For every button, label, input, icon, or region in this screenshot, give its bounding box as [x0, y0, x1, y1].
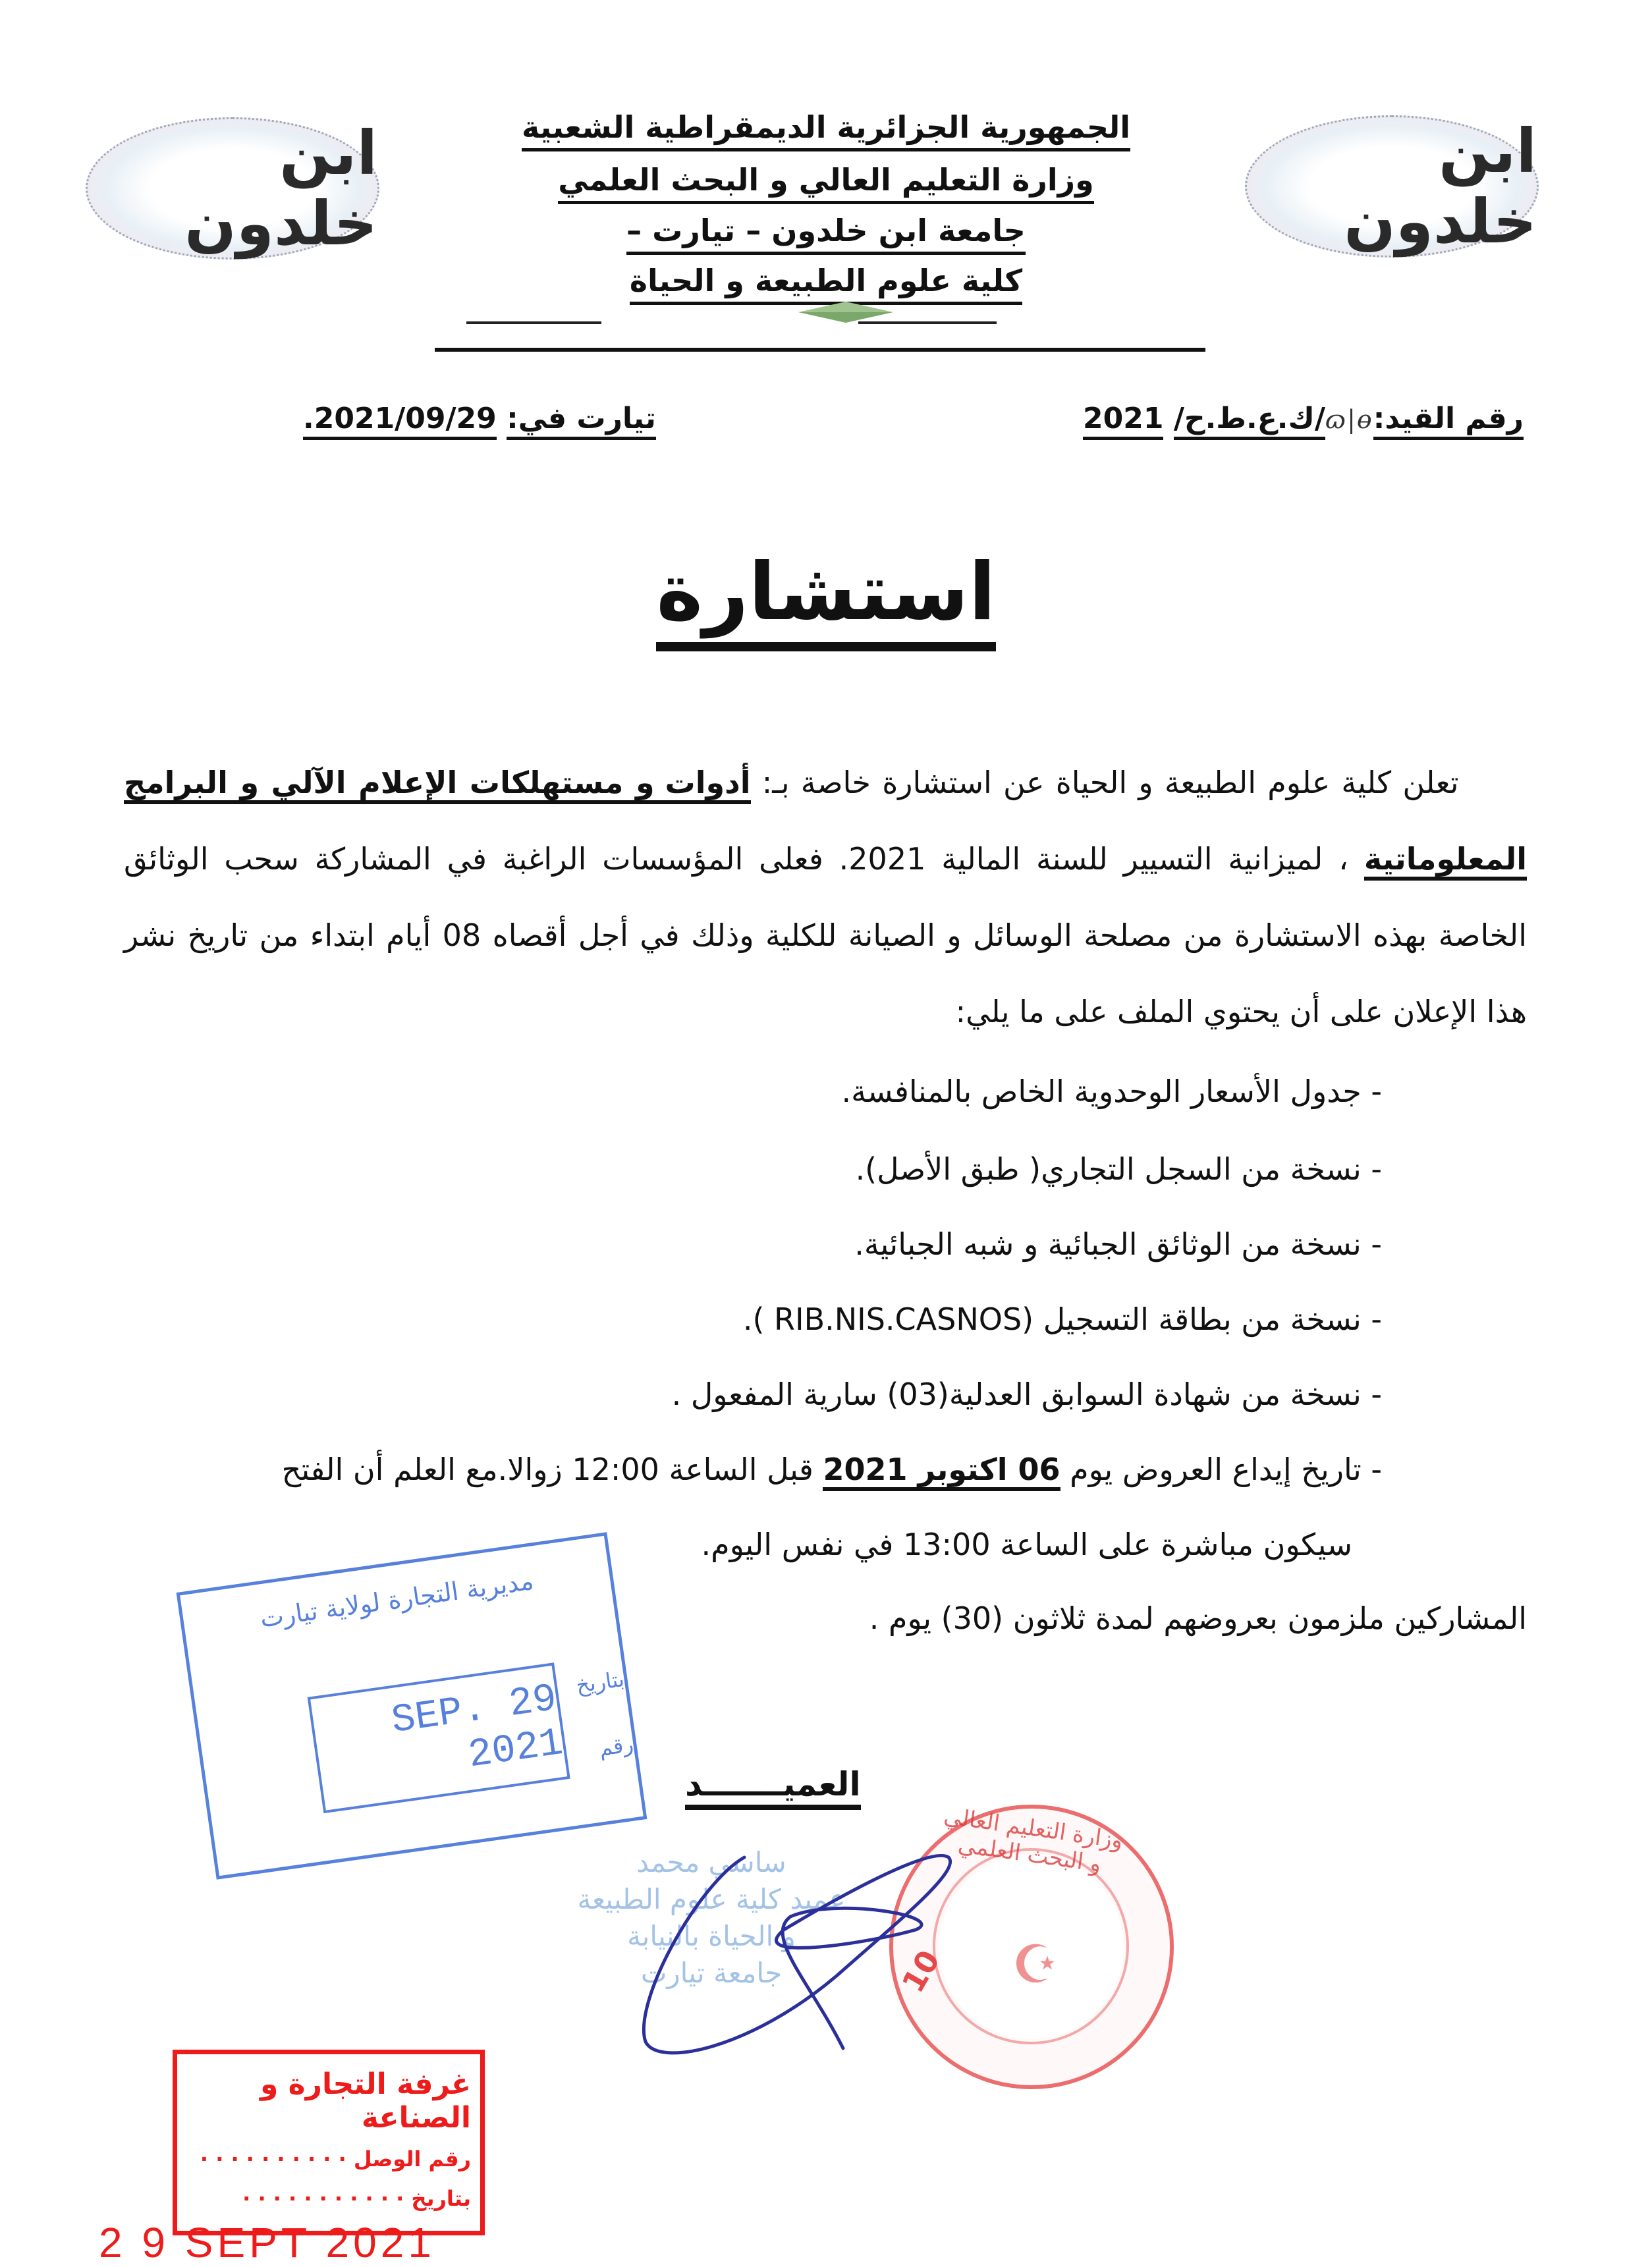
announcement-paragraph: تعلن كلية علوم الطبيعة و الحياة عن استشارة خاصة بـ: أدوات و مستهلكات الإعلام الآلي و البرامج المعلوماتية ، لميزانية التسيير للسنة المالية 2021. فعلى المؤسسات الراغبة في المشاركة سحب الوثائق الخاصة بهذه الاستشارة من مصلحة الوسائل و الصيانة للكلية وذلك في أجل أقصاه 08 أيام ابتداء من تاريخ نشر هذا الإعلان على أن يحتوي الملف على ما يلي:: [124, 765, 1527, 1029]
list-item: - نسخة من السجل التجاري( طبق الأصل).: [855, 1151, 1382, 1187]
deadline-date: 06 اكتوبر 2021: [823, 1452, 1060, 1491]
list-item: - نسخة من بطاقة التسجيل (RIB.NIS.CASNOS ).: [742, 1301, 1382, 1337]
subject-text: أدوات و مستهلكات الإعلام الآلي و البرامج المعلوماتية: [124, 765, 1527, 881]
header-line-ministry: وزارة التعليم العالي و البحث العلمي: [0, 161, 1652, 204]
header-line-university: جامعة ابن خلدون – تيارت –: [0, 212, 1652, 255]
handwritten-signature: [619, 1831, 1014, 2081]
place-date: تيارت في: 2021/09/29.: [303, 402, 656, 435]
header-rule: [435, 348, 1205, 352]
list-item: - نسخة من الوثائق الجبائية و شبه الجبائية.: [854, 1226, 1382, 1262]
blue-stamp-date: 29 SEP. 2021: [308, 1662, 570, 1813]
dean-name-stamp: ساسي محمد عميد كلية علوم الطبيعة و الحياة بالنيابة جامعة تيارت: [577, 1846, 846, 1989]
validity-line: المشاركين ملزمون بعروضهم لمدة ثلاثون (30) يوم .: [869, 1600, 1527, 1636]
header-line-republic: الجمهورية الجزائرية الديمقراطية الشعبية: [0, 109, 1652, 151]
red-date-stamp: 2 9 SEPT 2021: [99, 2219, 435, 2266]
handwritten-ref-scribble: ɷ|ɵ: [1325, 405, 1373, 434]
list-item: - جدول الأسعار الوحدوية الخاص بالمنافسة.: [841, 1074, 1382, 1109]
ministry-round-seal: وزارة التعليم العالي و البحث العلمي ☪ 10: [889, 1805, 1174, 2089]
ornament-line-right: [858, 321, 997, 324]
reference-number: رقم القيد:ɷ|ɵ/ك.ع.ط.ح/ 2021: [1083, 402, 1524, 435]
red-chamber-stamp: غرفة التجارة و الصناعة رقم الوصل · · · · · · · · · · بتاريخ · · · · · · · · · · ·: [173, 2050, 485, 2235]
deadline-line: - تاريخ إيداع العروض يوم 06 اكتوبر 2021 قبل الساعة 12:00 زوالا.مع العلم أن الفتح: [65, 1452, 1382, 1487]
university-calligraphy-logo-icon: ابن خلدون: [184, 118, 377, 259]
document-title: استشارة: [0, 547, 1652, 638]
opening-line: سيكون مباشرة على الساعة 13:00 في نفس اليوم.: [701, 1527, 1352, 1562]
ornament-diamond-icon: [798, 302, 893, 312]
blue-reception-stamp: مديرية التجارة لولاية تيارت بتاريخ رقم 29 SEP. 2021: [177, 1532, 647, 1880]
star-crescent-icon: ☪: [1012, 1934, 1059, 1995]
signer-title: العميـــــــد: [685, 1765, 861, 1810]
ornament-line-left: [466, 321, 601, 324]
list-item: - نسخة من شهادة السوابق العدلية(03) سارية المفعول .: [671, 1377, 1382, 1412]
university-calligraphy-logo-icon: ابن خلدون: [1344, 116, 1537, 257]
header-line-faculty: كلية علوم الطبيعة و الحياة: [0, 262, 1652, 305]
